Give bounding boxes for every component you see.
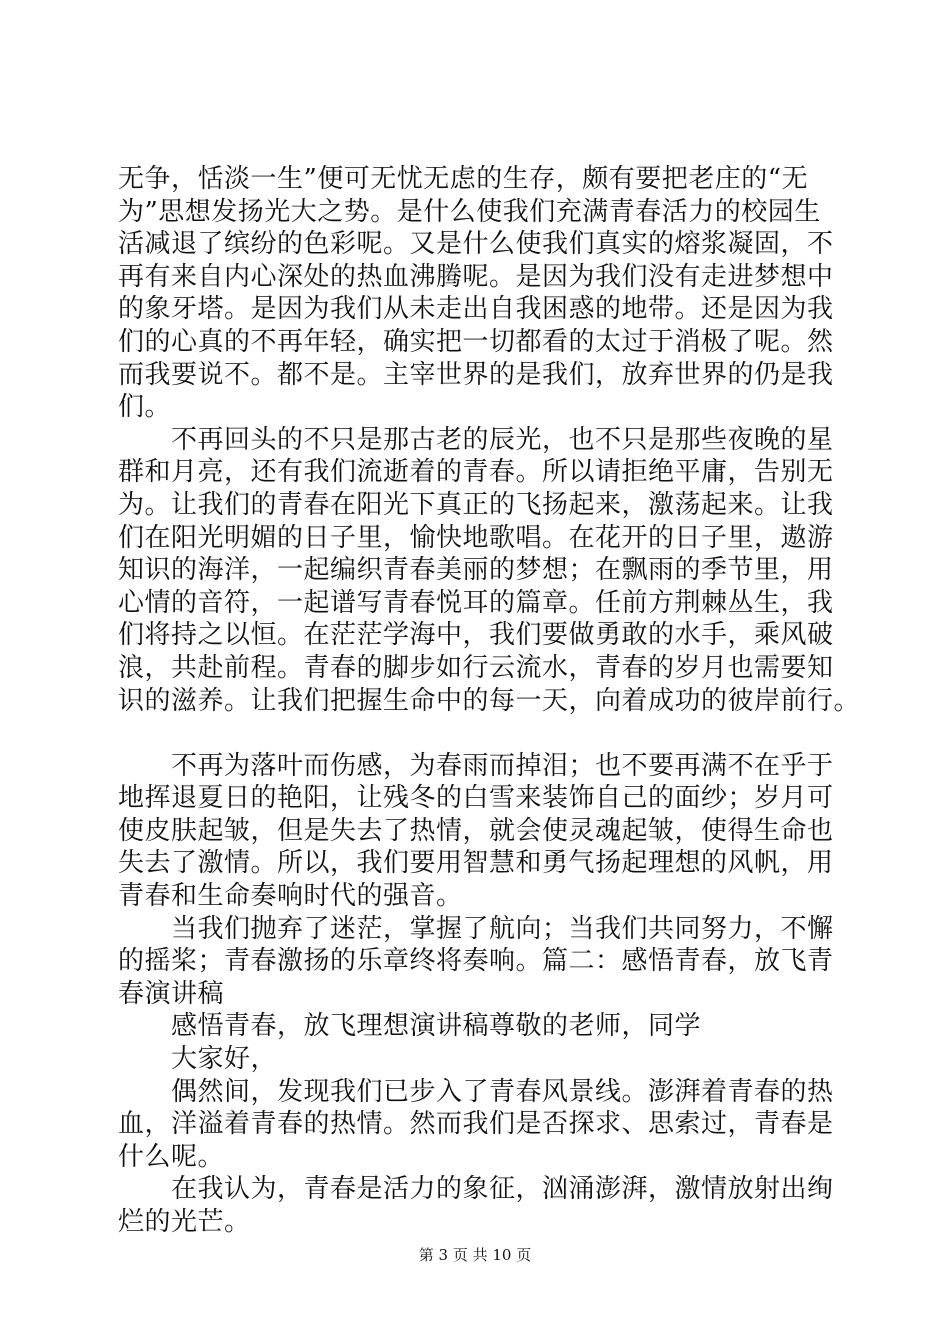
text-line: 使皮肤起皱，但是失去了热情，就会使灵魂起皱，使得生命也 xyxy=(118,815,834,846)
text-line: 无争，恬淡一生”便可无忧无虑的生存，颇有要把老庄的“无 xyxy=(118,164,809,194)
text-line: 们。 xyxy=(118,392,172,423)
text-line: 浪，共赴前程。青春的脚步如行云流水，青春的岁月也需要知 xyxy=(118,652,834,683)
text-line: 春演讲稿 xyxy=(118,978,225,1009)
blank-line xyxy=(118,717,848,750)
text-line: 群和月亮，还有我们流逝着的青春。所以请拒绝平庸，告别无 xyxy=(118,457,834,488)
text-line: 的摇桨；青春激扬的乐章终将奏响。篇二：感悟青春，放飞青 xyxy=(118,946,834,977)
page-number-footer: 第 3 页 共 10 页 xyxy=(418,1246,532,1264)
text-line: 地挥退夏日的艳阳，让残冬的白雪来装饰自己的面纱；岁月可 xyxy=(118,783,834,814)
text-line: 不再为落叶而伤感，为春雨而掉泪；也不要再满不在乎于 xyxy=(118,750,834,781)
text-line: 感悟青春，放飞理想演讲稿尊敬的老师，同学 xyxy=(118,1011,702,1042)
text-line: 当我们抛弃了迷茫，掌握了航向；当我们共同努力，不懈 xyxy=(118,913,834,944)
text-line: 而我要说不。都不是。主宰世界的是我们，放弃世界的仍是我 xyxy=(118,359,834,390)
text-line: 失去了激情。所以，我们要用智慧和勇气扬起理想的风帆，用 xyxy=(118,848,834,879)
text-line: 的象牙塔。是因为我们从未走出自我困惑的地带。还是因为我 xyxy=(118,294,834,325)
text-line: 在我认为，青春是活力的象征，汹涌澎湃，激情放射出绚 xyxy=(118,1174,834,1205)
text-line: 烂的光芒。 xyxy=(118,1207,251,1237)
text-line: 们在阳光明媚的日子里，愉快地歌唱。在花开的日子里，遨游 xyxy=(118,522,834,553)
text-line: 再有来自内心深处的热血沸腾呢。是因为我们没有走进梦想中 xyxy=(118,261,834,292)
text-line: 们将持之以恒。在茫茫学海中，我们要做勇敢的水手，乘风破 xyxy=(118,620,834,651)
text-line: 知识的海洋，一起编织青春美丽的梦想；在飘雨的季节里，用 xyxy=(118,555,834,586)
text-line: 为”思想发扬光大之势。是什么使我们充满青春活力的校园生 xyxy=(118,196,821,227)
text-line: 大家好， xyxy=(118,1044,278,1075)
text-line: 识的滋养。让我们把握生命中的每一天，向着成功的彼岸前行。 xyxy=(118,685,861,716)
text-line: 活减退了缤纷的色彩呢。又是什么使我们真实的熔浆凝固，不 xyxy=(118,229,834,260)
text-line: 偶然间，发现我们已步入了青春风景线。澎湃着青春的热 xyxy=(118,1076,834,1107)
text-line: 血，洋溢着青春的热情。然而我们是否探求、思索过，青春是 xyxy=(118,1109,834,1140)
text-line: 心情的音符，一起谱写青春悦耳的篇章。任前方荆棘丛生，我 xyxy=(118,587,834,618)
text-line: 什么呢。 xyxy=(118,1141,225,1172)
text-line: 青春和生命奏响时代的强音。 xyxy=(118,881,463,912)
text-line: 不再回头的不只是那古老的辰光，也不只是那些夜晚的星 xyxy=(118,424,834,455)
document-body xyxy=(118,163,861,1239)
text-line: 为。让我们的青春在阳光下真正的飞扬起来，激荡起来。让我 xyxy=(118,489,834,520)
text-line: 们的心真的不再年轻，确实把一切都看的太过于消极了呢。然 xyxy=(118,326,834,357)
